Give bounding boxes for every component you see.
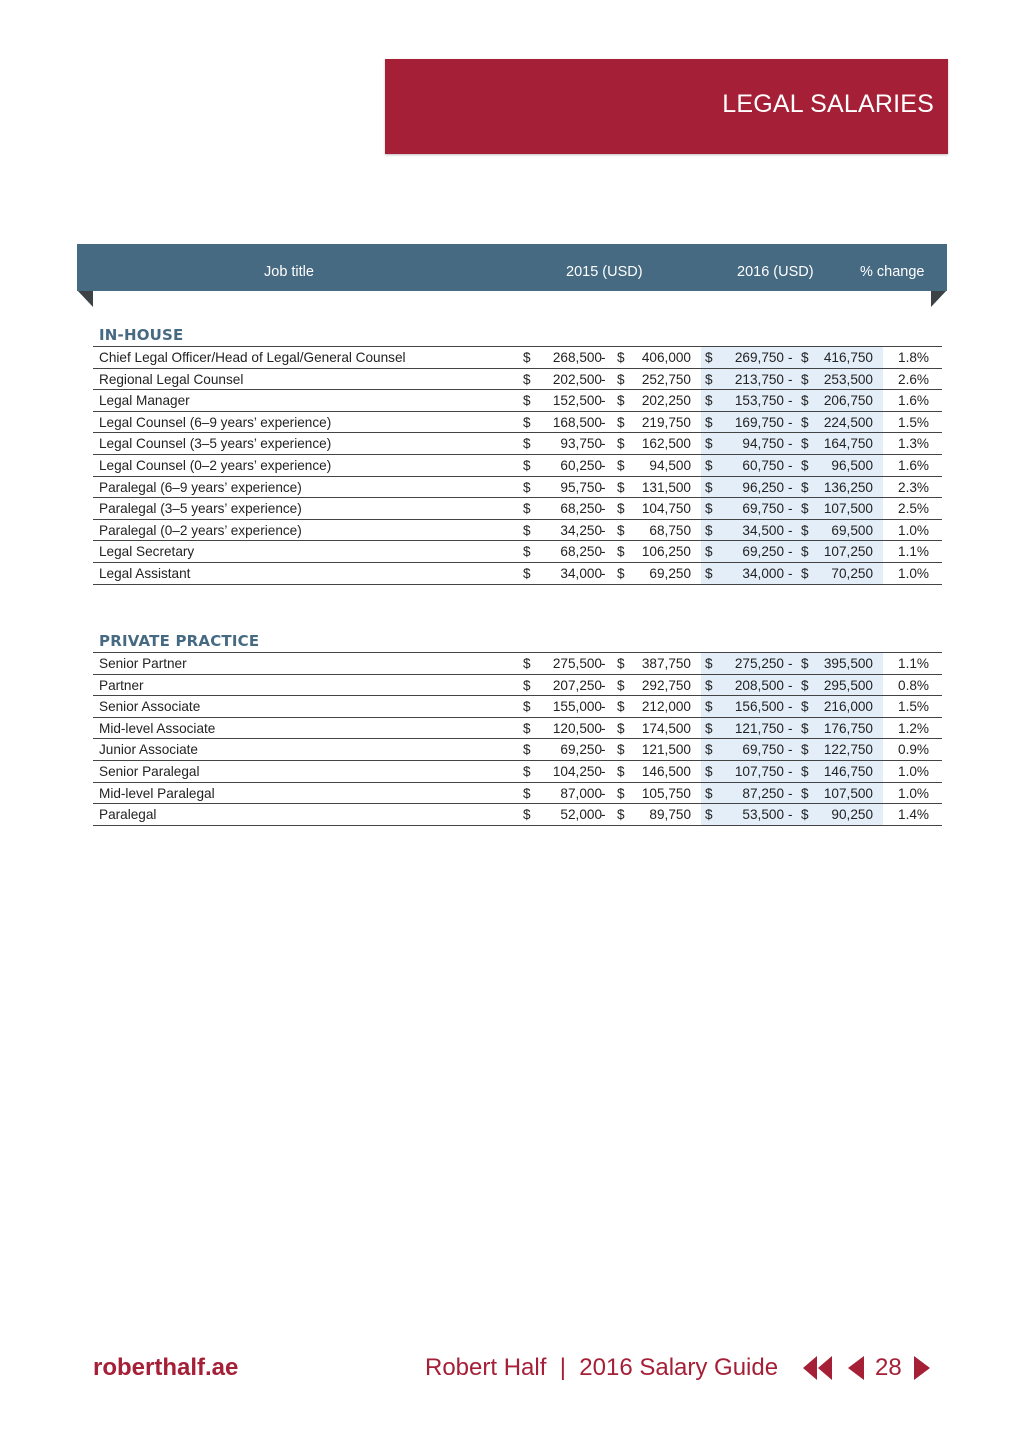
currency-symbol: $ <box>705 371 713 387</box>
range-separator: - <box>788 393 793 409</box>
currency-symbol: $ <box>801 501 809 517</box>
table-row <box>93 477 942 499</box>
currency-symbol: $ <box>617 371 625 387</box>
range-separator: - <box>788 371 793 387</box>
salary-2016-low: 269,750 <box>734 350 784 365</box>
salary-2015-low: 268,500 <box>552 350 602 365</box>
currency-symbol: $ <box>523 479 531 495</box>
currency-symbol: $ <box>523 544 531 560</box>
percent-change: 0.9% <box>898 742 929 758</box>
percent-change: 1.0% <box>898 565 929 581</box>
currency-symbol: $ <box>705 565 713 581</box>
currency-symbol: $ <box>705 656 713 671</box>
job-title: Chief Legal Officer/Head of Legal/General Counsel <box>99 350 406 365</box>
salary-2016-high: 216,000 <box>823 699 873 715</box>
currency-symbol: $ <box>617 565 625 581</box>
range-separator: - <box>788 479 793 495</box>
job-title: Paralegal (3–5 years’ experience) <box>99 501 302 517</box>
currency-symbol: $ <box>705 807 713 823</box>
salary-2016-high: 122,750 <box>823 742 873 758</box>
column-header-pct-change: % change <box>860 264 925 280</box>
currency-symbol: $ <box>801 699 809 715</box>
currency-symbol: $ <box>617 720 625 736</box>
salary-2015-high: 202,250 <box>641 393 691 409</box>
currency-symbol: $ <box>705 785 713 801</box>
salary-2015-high: 104,750 <box>641 501 691 517</box>
percent-change: 2.3% <box>898 479 929 495</box>
currency-symbol: $ <box>523 699 531 715</box>
salary-2016-low: 153,750 <box>734 393 784 409</box>
currency-symbol: $ <box>801 742 809 758</box>
salary-2015-low: 68,250 <box>560 544 602 560</box>
range-separator: - <box>788 501 793 517</box>
salary-2016-low: 87,250 <box>742 785 784 801</box>
job-title: Paralegal <box>99 807 157 823</box>
job-title: Paralegal (6–9 years’ experience) <box>99 479 302 495</box>
currency-symbol: $ <box>705 414 713 430</box>
salary-2015-low: 104,250 <box>552 763 602 779</box>
job-title: Partner <box>99 677 144 693</box>
range-separator: - <box>788 656 793 671</box>
salary-2015-low: 69,250 <box>560 742 602 758</box>
salary-2015-high: 292,750 <box>641 677 691 693</box>
currency-symbol: $ <box>523 350 531 365</box>
percent-change: 1.2% <box>898 720 929 736</box>
salary-2015-high: 406,000 <box>641 350 691 365</box>
percent-change: 2.6% <box>898 371 929 387</box>
currency-symbol: $ <box>523 393 531 409</box>
salary-2015-high: 162,500 <box>641 436 691 452</box>
salary-2016-high: 107,500 <box>823 785 873 801</box>
range-separator: - <box>601 544 606 560</box>
currency-symbol: $ <box>523 501 531 517</box>
range-separator: - <box>788 807 793 823</box>
currency-symbol: $ <box>617 350 625 365</box>
range-separator: - <box>601 479 606 495</box>
currency-symbol: $ <box>523 785 531 801</box>
salary-2015-low: 93,750 <box>560 436 602 452</box>
range-separator: - <box>788 763 793 779</box>
table-row <box>93 347 942 369</box>
job-title: Paralegal (0–2 years’ experience) <box>99 522 302 538</box>
salary-2016-high: 107,500 <box>823 501 873 517</box>
salary-2016-high: 253,500 <box>823 371 873 387</box>
salary-2015-high: 121,500 <box>641 742 691 758</box>
table-row <box>93 739 942 761</box>
range-separator: - <box>601 720 606 736</box>
currency-symbol: $ <box>705 479 713 495</box>
table-row <box>93 761 942 783</box>
left-arrow-icon[interactable] <box>847 1356 865 1380</box>
table-row <box>93 369 942 391</box>
currency-symbol: $ <box>801 565 809 581</box>
range-separator: - <box>601 371 606 387</box>
salary-2015-low: 52,000 <box>560 807 602 823</box>
salary-2016-low: 69,750 <box>742 501 784 517</box>
range-separator: - <box>788 522 793 538</box>
salary-2015-high: 131,500 <box>641 479 691 495</box>
salary-2015-high: 252,750 <box>641 371 691 387</box>
range-separator: - <box>601 457 606 473</box>
salary-2016-low: 208,500 <box>734 677 784 693</box>
range-separator: - <box>788 785 793 801</box>
currency-symbol: $ <box>523 371 531 387</box>
salary-2016-high: 96,500 <box>831 457 873 473</box>
salary-2016-high: 416,750 <box>823 350 873 365</box>
currency-symbol: $ <box>705 544 713 560</box>
currency-symbol: $ <box>523 522 531 538</box>
table-row <box>93 804 942 826</box>
section-title: PRIVATE PRACTICE <box>93 630 942 653</box>
page-number: 28 <box>875 1354 902 1381</box>
salary-2016-low: 60,750 <box>742 457 784 473</box>
currency-symbol: $ <box>523 656 531 671</box>
salary-2015-low: 34,250 <box>560 522 602 538</box>
percent-change: 1.8% <box>898 350 929 365</box>
range-separator: - <box>788 436 793 452</box>
range-separator: - <box>601 565 606 581</box>
salary-2016-high: 90,250 <box>831 807 873 823</box>
salary-2016-high: 206,750 <box>823 393 873 409</box>
job-title: Legal Counsel (6–9 years’ experience) <box>99 414 332 430</box>
column-header-2015: 2015 (USD) <box>566 264 643 280</box>
range-separator: - <box>601 807 606 823</box>
currency-symbol: $ <box>801 807 809 823</box>
percent-change: 1.6% <box>898 457 929 473</box>
currency-symbol: $ <box>801 720 809 736</box>
currency-symbol: $ <box>801 350 809 365</box>
salary-2016-high: 295,500 <box>823 677 873 693</box>
salary-2016-high: 176,750 <box>823 720 873 736</box>
range-separator: - <box>788 457 793 473</box>
job-title: Regional Legal Counsel <box>99 371 244 387</box>
range-separator: - <box>601 522 606 538</box>
salary-2015-low: 275,500 <box>552 656 602 671</box>
currency-symbol: $ <box>617 436 625 452</box>
table-row <box>93 541 942 563</box>
salary-2016-low: 275,250 <box>734 656 784 671</box>
salary-2016-low: 156,500 <box>734 699 784 715</box>
salary-2016-low: 69,750 <box>742 742 784 758</box>
job-title: Junior Associate <box>99 742 198 758</box>
currency-symbol: $ <box>523 565 531 581</box>
range-separator: - <box>601 742 606 758</box>
salary-2015-low: 34,000 <box>560 565 602 581</box>
currency-symbol: $ <box>617 656 625 671</box>
job-title: Legal Counsel (0–2 years’ experience) <box>99 457 332 473</box>
currency-symbol: $ <box>705 393 713 409</box>
range-separator: - <box>788 720 793 736</box>
salary-2016-low: 213,750 <box>734 371 784 387</box>
currency-symbol: $ <box>617 544 625 560</box>
page-banner <box>385 59 948 154</box>
salary-2016-low: 169,750 <box>734 414 784 430</box>
range-separator: - <box>601 501 606 517</box>
range-separator: - <box>788 350 793 365</box>
percent-change: 1.5% <box>898 699 929 715</box>
job-title: Legal Manager <box>99 393 190 409</box>
percent-change: 1.0% <box>898 522 929 538</box>
job-title: Mid-level Paralegal <box>99 785 215 801</box>
salary-2015-low: 120,500 <box>552 720 602 736</box>
table-row <box>93 783 942 805</box>
range-separator: - <box>601 414 606 430</box>
table-row <box>93 390 942 412</box>
salary-2015-high: 94,500 <box>649 457 691 473</box>
currency-symbol: $ <box>801 763 809 779</box>
salary-2016-high: 146,750 <box>823 763 873 779</box>
table-header <box>77 244 947 291</box>
percent-change: 1.4% <box>898 807 929 823</box>
currency-symbol: $ <box>617 807 625 823</box>
header-fold-left <box>77 290 93 307</box>
table-row <box>93 520 942 542</box>
table-row <box>93 675 942 697</box>
currency-symbol: $ <box>617 699 625 715</box>
salary-2015-high: 68,750 <box>649 522 691 538</box>
section-title: IN-HOUSE <box>93 324 942 347</box>
currency-symbol: $ <box>801 785 809 801</box>
salary-2015-low: 152,500 <box>552 393 602 409</box>
salary-2016-high: 70,250 <box>831 565 873 581</box>
currency-symbol: $ <box>705 742 713 758</box>
salary-2015-high: 146,500 <box>641 763 691 779</box>
range-separator: - <box>601 393 606 409</box>
currency-symbol: $ <box>617 742 625 758</box>
percent-change: 0.8% <box>898 677 929 693</box>
currency-symbol: $ <box>523 677 531 693</box>
salary-2016-high: 164,750 <box>823 436 873 452</box>
currency-symbol: $ <box>617 763 625 779</box>
salary-2016-low: 94,750 <box>742 436 784 452</box>
salary-2015-high: 174,500 <box>641 720 691 736</box>
salary-2015-high: 212,000 <box>641 699 691 715</box>
job-title: Senior Partner <box>99 656 187 671</box>
range-separator: - <box>601 763 606 779</box>
job-title: Legal Counsel (3–5 years’ experience) <box>99 436 332 452</box>
currency-symbol: $ <box>801 544 809 560</box>
salary-2015-low: 202,500 <box>552 371 602 387</box>
salary-2015-low: 87,000 <box>560 785 602 801</box>
salary-2016-high: 69,500 <box>831 522 873 538</box>
salary-section <box>93 324 942 585</box>
range-separator: - <box>601 656 606 671</box>
currency-symbol: $ <box>801 522 809 538</box>
salary-2016-low: 69,250 <box>742 544 784 560</box>
currency-symbol: $ <box>617 501 625 517</box>
table-row <box>93 696 942 718</box>
table-row <box>93 455 942 477</box>
currency-symbol: $ <box>801 479 809 495</box>
range-separator: - <box>788 677 793 693</box>
range-separator: - <box>788 544 793 560</box>
currency-symbol: $ <box>801 436 809 452</box>
currency-symbol: $ <box>523 457 531 473</box>
job-title: Legal Assistant <box>99 565 191 581</box>
job-title: Senior Associate <box>99 699 201 715</box>
salary-2015-low: 155,000 <box>552 699 602 715</box>
currency-symbol: $ <box>523 742 531 758</box>
right-arrow-icon[interactable] <box>913 1356 931 1380</box>
currency-symbol: $ <box>705 763 713 779</box>
currency-symbol: $ <box>705 501 713 517</box>
currency-symbol: $ <box>705 522 713 538</box>
currency-symbol: $ <box>705 350 713 365</box>
table-row <box>93 433 942 455</box>
percent-change: 1.5% <box>898 414 929 430</box>
table-row <box>93 653 942 675</box>
guide-title: Robert Half | 2016 Salary Guide <box>425 1354 779 1381</box>
table-row <box>93 498 942 520</box>
currency-symbol: $ <box>801 656 809 671</box>
currency-symbol: $ <box>523 807 531 823</box>
range-separator: - <box>788 742 793 758</box>
currency-symbol: $ <box>705 436 713 452</box>
column-header-2016: 2016 (USD) <box>737 264 814 280</box>
salary-2015-high: 106,250 <box>641 544 691 560</box>
range-separator: - <box>788 414 793 430</box>
currency-symbol: $ <box>523 720 531 736</box>
salary-2015-low: 168,500 <box>552 414 602 430</box>
currency-symbol: $ <box>801 371 809 387</box>
percent-change: 1.3% <box>898 436 929 452</box>
currency-symbol: $ <box>617 457 625 473</box>
currency-symbol: $ <box>617 479 625 495</box>
range-separator: - <box>601 699 606 715</box>
currency-symbol: $ <box>801 457 809 473</box>
salary-2015-low: 68,250 <box>560 501 602 517</box>
salary-2015-high: 219,750 <box>641 414 691 430</box>
percent-change: 1.1% <box>898 544 929 560</box>
range-separator: - <box>788 565 793 581</box>
column-header-job-title: Job title <box>264 264 314 280</box>
range-separator: - <box>601 677 606 693</box>
range-separator: - <box>788 699 793 715</box>
currency-symbol: $ <box>705 720 713 736</box>
salary-2015-high: 105,750 <box>641 785 691 801</box>
table-row <box>93 563 942 585</box>
percent-change: 1.6% <box>898 393 929 409</box>
double-left-arrow-icon[interactable] <box>803 1356 833 1380</box>
salary-2016-low: 96,250 <box>742 479 784 495</box>
table-row <box>93 412 942 434</box>
range-separator: - <box>601 785 606 801</box>
salary-2016-low: 34,000 <box>742 565 784 581</box>
website-link[interactable]: roberthalf.ae <box>93 1354 239 1381</box>
salary-2016-high: 224,500 <box>823 414 873 430</box>
salary-2015-high: 69,250 <box>649 565 691 581</box>
currency-symbol: $ <box>801 414 809 430</box>
salary-2015-low: 207,250 <box>552 677 602 693</box>
salary-2016-low: 107,750 <box>734 763 784 779</box>
salary-2016-high: 107,250 <box>823 544 873 560</box>
header-fold-right <box>931 290 947 307</box>
range-separator: - <box>601 350 606 365</box>
currency-symbol: $ <box>617 522 625 538</box>
currency-symbol: $ <box>523 414 531 430</box>
currency-symbol: $ <box>801 393 809 409</box>
salary-2015-low: 60,250 <box>560 457 602 473</box>
currency-symbol: $ <box>705 677 713 693</box>
salary-2015-low: 95,750 <box>560 479 602 495</box>
job-title: Mid-level Associate <box>99 720 216 736</box>
percent-change: 1.1% <box>898 656 929 671</box>
percent-change: 1.0% <box>898 763 929 779</box>
salary-2016-low: 121,750 <box>734 720 784 736</box>
currency-symbol: $ <box>523 436 531 452</box>
percent-change: 2.5% <box>898 501 929 517</box>
salary-2016-low: 34,500 <box>742 522 784 538</box>
currency-symbol: $ <box>617 677 625 693</box>
page-title: LEGAL SALARIES <box>722 90 934 118</box>
percent-change: 1.0% <box>898 785 929 801</box>
job-title: Senior Paralegal <box>99 763 200 779</box>
job-title: Legal Secretary <box>99 544 195 560</box>
currency-symbol: $ <box>523 763 531 779</box>
currency-symbol: $ <box>617 414 625 430</box>
salary-2016-high: 136,250 <box>823 479 873 495</box>
salary-2015-high: 89,750 <box>649 807 691 823</box>
salary-2016-low: 53,500 <box>742 807 784 823</box>
currency-symbol: $ <box>617 785 625 801</box>
currency-symbol: $ <box>705 699 713 715</box>
currency-symbol: $ <box>801 677 809 693</box>
salary-2016-high: 395,500 <box>823 656 873 671</box>
currency-symbol: $ <box>705 457 713 473</box>
currency-symbol: $ <box>617 393 625 409</box>
range-separator: - <box>601 436 606 452</box>
salary-section <box>93 630 942 826</box>
salary-2015-high: 387,750 <box>641 656 691 671</box>
table-row <box>93 718 942 740</box>
